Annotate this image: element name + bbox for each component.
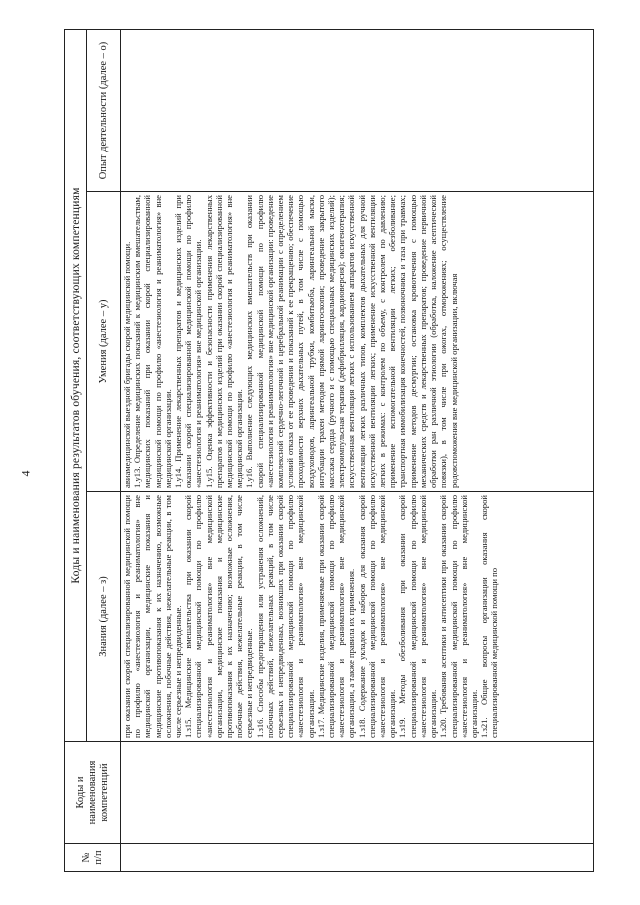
header-experience: Опыт деятельности (далее – о) bbox=[87, 29, 121, 191]
header-results-group: Коды и наименования результатов обучения, соответствующих компетенциям bbox=[65, 29, 87, 741]
knowledge-paragraph: 1.з16. Способы предотвращения или устранения осложнений, побочных действий, нежелательных реакций, в том числе серьезных и непредвиденных, возникших при оказании скорой специализированной медицинской помощи по профилю «анестезиология и реаниматология» вне медицинской организации. bbox=[254, 495, 316, 738]
skills-paragraph: 1.у13. Определение медицинских показаний к медицинским вмешательствам, медицинских показаний при оказании скорой специализированной медицинской помощи по профилю «анестезиология и реаниматология» вне медицинской организации. bbox=[132, 195, 173, 488]
skills-paragraph: 1.у16. Выполнение следующих медицинских вмешательств при оказании скорой специализированной медицинской помощи по профилю «анестезиология и реаниматология» вне медицинской организации: проведение комплексной сердечно-легочной и церебральной реанимации с определением условий отказа от ее проведения и показаний к ее прекращению; обеспечение проходимости верхних дыхательных путей, в том числе с помощью воздуховодов, ларингеальной трубки, комбитьюба, ларингеальной маски, интубации трахеи методом прямой ларингоскопии; проведение закрытого массажа сердца (ручного и с помощью специальных медицинских изделий); электроимпульсная терапия (дефибрилляция, кардиоверсия); оксигенотерапия; искусственная вентиляция легких с использованием аппаратов искусственной вентиляции легких различных типов, комплектов дыхательных для ручной искусственной вентиляции легких; применение искусственной вентиляции легких в режимах: с контролем по объему, с контролем по давлению; применение вспомогательной вентиляции легких; обезболивание; транспортная иммобилизация конечностей, позвоночника и таза при травмах; применение методов десмургии; остановка кровотечения с помощью механических средств и лекарственных препаратов; проведение первичной обработки ран различной этиологии (обработка, наложение асептической повязки), в том числе при ожогах, отморожениях; осуществление родовспоможения вне медицинской организации, включая bbox=[244, 195, 459, 488]
header-competency-codes: Коды и наименования компетенций bbox=[65, 742, 121, 844]
competency-table-sheet bbox=[64, 30, 594, 872]
knowledge-paragraph: 1.з20. Требования асептики и антисептики при оказании скорой специализированной медицинской помощи по профилю «анестезиология и реаниматология» вне медицинской организации. bbox=[438, 495, 479, 738]
header-num: № п/п bbox=[65, 844, 121, 872]
cell-competency-codes bbox=[121, 742, 594, 844]
cell-skills bbox=[121, 192, 594, 492]
knowledge-paragraph: 1.з17. Медицинские изделия, применяемые при оказании скорой специализированной медицинской помощи по профилю «анестезиология и реаниматология» вне медицинской организации, а также правила их применения. bbox=[315, 495, 357, 738]
knowledge-paragraph: 1.з18. Содержание укладок и наборов для оказания скорой специализированной медицинской помощи по профилю «анестезиология и реаниматология» вне медицинской организации. bbox=[356, 495, 398, 738]
knowledge-paragraph: 1.з21. Общие вопросы организации оказания скорой специализированной медицинской помощи по bbox=[479, 495, 500, 738]
skills-paragraph: 1.у14. Применение лекарственных препаратов и медицинских изделий при оказании скорой специализированной медицинской помощи по профилю «анестезиология и реаниматология» вне медицинской организации. bbox=[173, 195, 204, 488]
header-skills: Умения (далее – у) bbox=[87, 192, 121, 492]
competency-table bbox=[64, 29, 594, 872]
page-number: 4 bbox=[18, 470, 33, 477]
skills-paragraph: авиамедицинской выездной бригады скорой медицинской помощи. bbox=[122, 241, 132, 488]
knowledge-paragraph: 1.з15. Медицинские вмешательства при оказании скорой специализированной медицинской помощи по профилю «анестезиология и реаниматология» вне медицинской организации, медицинские показания и медицинские противопоказания к их назначению; возможные осложнения, побочные действия, нежелательные реакции, в том числе серьезные и непредвиденные. bbox=[183, 495, 255, 738]
cell-experience bbox=[121, 29, 594, 191]
knowledge-paragraph: при оказании скорой специализированной медицинской помощи по профилю «анестезиология и реаниматология» вне медицинской организации, медицинские показания и медицинские противопоказания к их назначению, возможные осложнения, побочные действия, нежелательные реакции, в том числе серьезные и непредвиденные. bbox=[122, 495, 184, 738]
skills-paragraph: 1.у15. Оценка эффективности и безопасности применения лекарственных препаратов и медицинских изделий при оказании скорой специализированной медицинской помощи по профилю «анестезиология и реаниматология» вне медицинской организации. bbox=[203, 195, 245, 488]
cell-knowledge bbox=[121, 492, 594, 742]
cell-num bbox=[121, 844, 594, 872]
knowledge-paragraph: 1.з19. Методы обезболивания при оказании скорой специализированной медицинской помощи по профилю «анестезиология и реаниматология» вне медицинской организации. bbox=[397, 495, 439, 738]
header-knowledge: Знания (далее – з) bbox=[87, 492, 121, 742]
